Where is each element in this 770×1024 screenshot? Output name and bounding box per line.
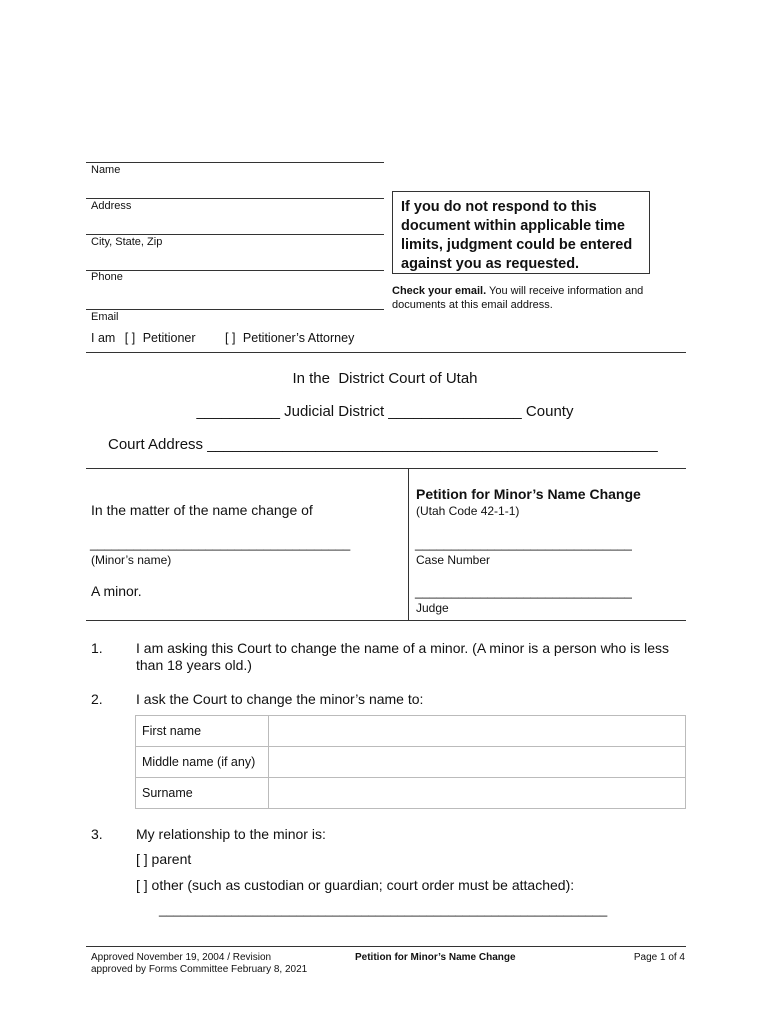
other-option[interactable]: [ ] other (such as custodian or guardian; court order must be attached): bbox=[136, 877, 575, 893]
other-description-line[interactable]: ______________________________________________________________ bbox=[159, 902, 608, 917]
petition-title: Petition for Minor’s Name Change bbox=[416, 486, 641, 502]
role-prefix: I am bbox=[91, 331, 116, 345]
judge-label: Judge bbox=[416, 601, 449, 615]
footer-page-number: Page 1 of 4 bbox=[633, 952, 685, 963]
footer-approved-2: approved by Forms Committee February 8, 2021 bbox=[91, 964, 308, 975]
attorney-label: Petitioner’s Attorney bbox=[242, 331, 355, 345]
item-2-number: 2. bbox=[91, 691, 103, 707]
address-line bbox=[86, 198, 384, 199]
name-label: Name bbox=[91, 164, 121, 176]
footer-title: Petition for Minor’s Name Change bbox=[355, 952, 516, 963]
minor-name-line[interactable]: ____________________________________ bbox=[90, 536, 351, 551]
item-1-text: I am asking this Court to change the name of a minor. (A minor is a person who is less than 18 years old.) bbox=[136, 640, 670, 673]
middle-name-field[interactable] bbox=[269, 747, 686, 778]
phone-label: Phone bbox=[91, 271, 123, 283]
footer-approved-1: Approved November 19, 2004 / Revision bbox=[91, 952, 272, 963]
email-line bbox=[86, 309, 384, 310]
surname-field[interactable] bbox=[269, 778, 686, 809]
item-3-number: 3. bbox=[91, 826, 103, 842]
petitioner-checkbox[interactable]: [ ] bbox=[124, 331, 136, 345]
footer-divider bbox=[86, 946, 686, 947]
court-line-1: In the District Court of Utah bbox=[292, 370, 478, 387]
item-1-number: 1. bbox=[91, 640, 103, 656]
first-name-label: First name bbox=[136, 716, 269, 747]
utah-code: (Utah Code 42-1-1) bbox=[416, 504, 520, 518]
name-line bbox=[86, 162, 384, 163]
caption-bottom-line bbox=[86, 620, 686, 621]
petitioner-label: Petitioner bbox=[142, 331, 196, 345]
caption-top-line bbox=[86, 468, 686, 469]
judge-line[interactable]: ______________________________ bbox=[415, 584, 632, 599]
header-divider bbox=[86, 352, 686, 353]
caption-divider bbox=[408, 468, 409, 620]
item-3-text: My relationship to the minor is: bbox=[136, 826, 326, 842]
court-address: Court Address ______________________________________________________ bbox=[108, 436, 658, 453]
middle-name-label: Middle name (if any) bbox=[136, 747, 269, 778]
city-line bbox=[86, 234, 384, 235]
a-minor-text: A minor. bbox=[91, 583, 142, 599]
email-note bbox=[392, 284, 672, 312]
surname-label: Surname bbox=[136, 778, 269, 809]
email-label: Email bbox=[91, 311, 119, 323]
attorney-checkbox[interactable]: [ ] bbox=[225, 331, 236, 345]
email-note-text: You will receive information and documents at this email address. bbox=[392, 285, 644, 311]
email-note-bold: Check your email. bbox=[392, 285, 487, 297]
address-label: Address bbox=[91, 200, 132, 212]
city-label: City, State, Zip bbox=[91, 236, 163, 248]
phone-line bbox=[86, 270, 384, 271]
table-row bbox=[136, 778, 686, 809]
first-name-field[interactable] bbox=[269, 716, 686, 747]
table-row bbox=[136, 716, 686, 747]
table-row bbox=[136, 747, 686, 778]
court-line-2: __________ Judicial District ________________ County bbox=[196, 403, 574, 420]
parent-option[interactable]: [ ] parent bbox=[136, 851, 192, 867]
minor-name-label: (Minor’s name) bbox=[91, 553, 172, 567]
role-line bbox=[91, 331, 354, 345]
new-name-table bbox=[135, 715, 686, 809]
warning-box: If you do not respond to this document within applicable time limits, judgment could be entered against you as requested. bbox=[392, 191, 650, 274]
item-2-text: I ask the Court to change the minor’s name to: bbox=[136, 691, 424, 707]
case-number-line[interactable]: ______________________________ bbox=[415, 536, 632, 551]
matter-text: In the matter of the name change of bbox=[91, 502, 313, 518]
case-number-label: Case Number bbox=[416, 553, 491, 567]
